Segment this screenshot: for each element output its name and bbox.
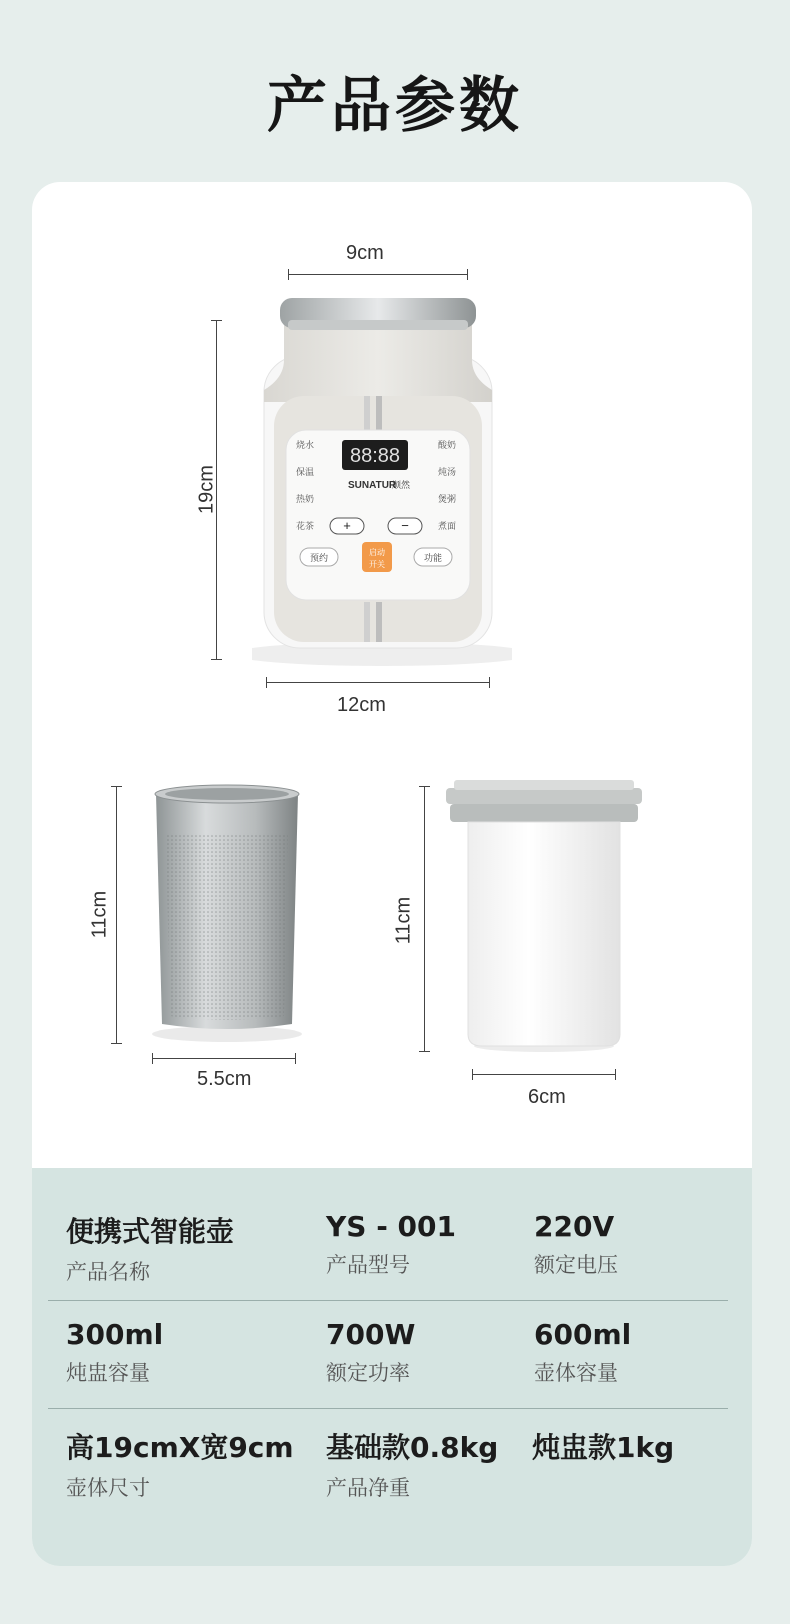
infuser-height-line: [116, 786, 117, 1044]
spec-value: YS - 001: [326, 1210, 457, 1243]
kettle-image: [252, 292, 512, 672]
panel-reserve: 预约: [309, 553, 329, 563]
panel-plus: +: [343, 518, 351, 533]
spec-value: 600ml: [534, 1318, 632, 1351]
spec-value: 基础款0.8kg: [326, 1431, 499, 1464]
infuser-image: [142, 782, 312, 1052]
spec-row: [48, 1408, 728, 1516]
panel-brand-cn: 顺然: [392, 480, 411, 490]
spec-cell: [534, 1318, 631, 1387]
mode-label: 烧水: [296, 440, 315, 450]
infuser-height-label: 11cm: [88, 890, 111, 939]
spec-panel: [32, 1168, 752, 1566]
spec-label: 额定电压: [534, 1253, 618, 1277]
spec-label: 炖盅容量: [66, 1361, 150, 1385]
mode-label: 煲粥: [438, 494, 457, 504]
panel-minus: −: [401, 518, 409, 533]
infuser-width-line: [152, 1058, 296, 1059]
product-card: [32, 182, 752, 1566]
stew-pot-image: [444, 780, 644, 1060]
pot-width-label: 6cm: [528, 1086, 566, 1108]
page-title: 产品参数: [267, 71, 523, 141]
kettle-height-label: 19cm: [195, 465, 218, 514]
spec-cell: [326, 1210, 456, 1279]
spec-label: 壶体尺寸: [66, 1476, 150, 1500]
panel-display: 88:88: [349, 445, 401, 467]
pot-height-label: 11cm: [392, 896, 415, 945]
spec-cell: [326, 1318, 415, 1387]
spec-cell: [532, 1426, 674, 1472]
spec-cell: [534, 1210, 618, 1279]
kettle-base-line: [266, 682, 490, 683]
spec-label: 产品净重: [326, 1476, 410, 1500]
spec-label: 壶体容量: [534, 1361, 618, 1385]
pot-height-line: [424, 786, 425, 1052]
mode-label: 热奶: [296, 494, 315, 504]
spec-value: 300ml: [66, 1318, 164, 1351]
spec-row: [48, 1300, 728, 1409]
panel-start-1: 启动: [369, 548, 385, 557]
spec-cell: [66, 1210, 234, 1286]
infuser-width-label: 5.5cm: [197, 1068, 252, 1090]
spec-value: 炖盅款1kg: [532, 1431, 675, 1464]
spec-cell: [326, 1426, 498, 1502]
spec-label: 产品名称: [66, 1260, 150, 1284]
spec-cell: [66, 1426, 294, 1502]
mode-label: 煮面: [438, 521, 457, 531]
spec-value: 700W: [326, 1318, 416, 1351]
mode-label: 花茶: [296, 521, 315, 531]
panel-function: 功能: [423, 553, 443, 563]
spec-cell: [66, 1318, 163, 1387]
kettle-base-label: 12cm: [337, 694, 386, 716]
spec-row: [48, 1192, 728, 1301]
panel-brand: SUNATUR: [348, 480, 397, 491]
mode-label: 炖汤: [438, 467, 457, 477]
spec-label: 额定功率: [326, 1361, 410, 1385]
spec-label: 产品型号: [326, 1253, 410, 1277]
kettle-width-label: 9cm: [346, 242, 384, 264]
mode-label: 保温: [296, 467, 315, 477]
mode-label: 酸奶: [438, 440, 457, 450]
spec-value: 便携式智能壶: [66, 1215, 235, 1248]
spec-value: 220V: [534, 1210, 615, 1243]
pot-width-line: [472, 1074, 616, 1075]
panel-start-2: 开关: [369, 560, 385, 569]
spec-value: 高19cmX宽9cm: [66, 1431, 294, 1464]
kettle-width-line: [288, 274, 468, 275]
